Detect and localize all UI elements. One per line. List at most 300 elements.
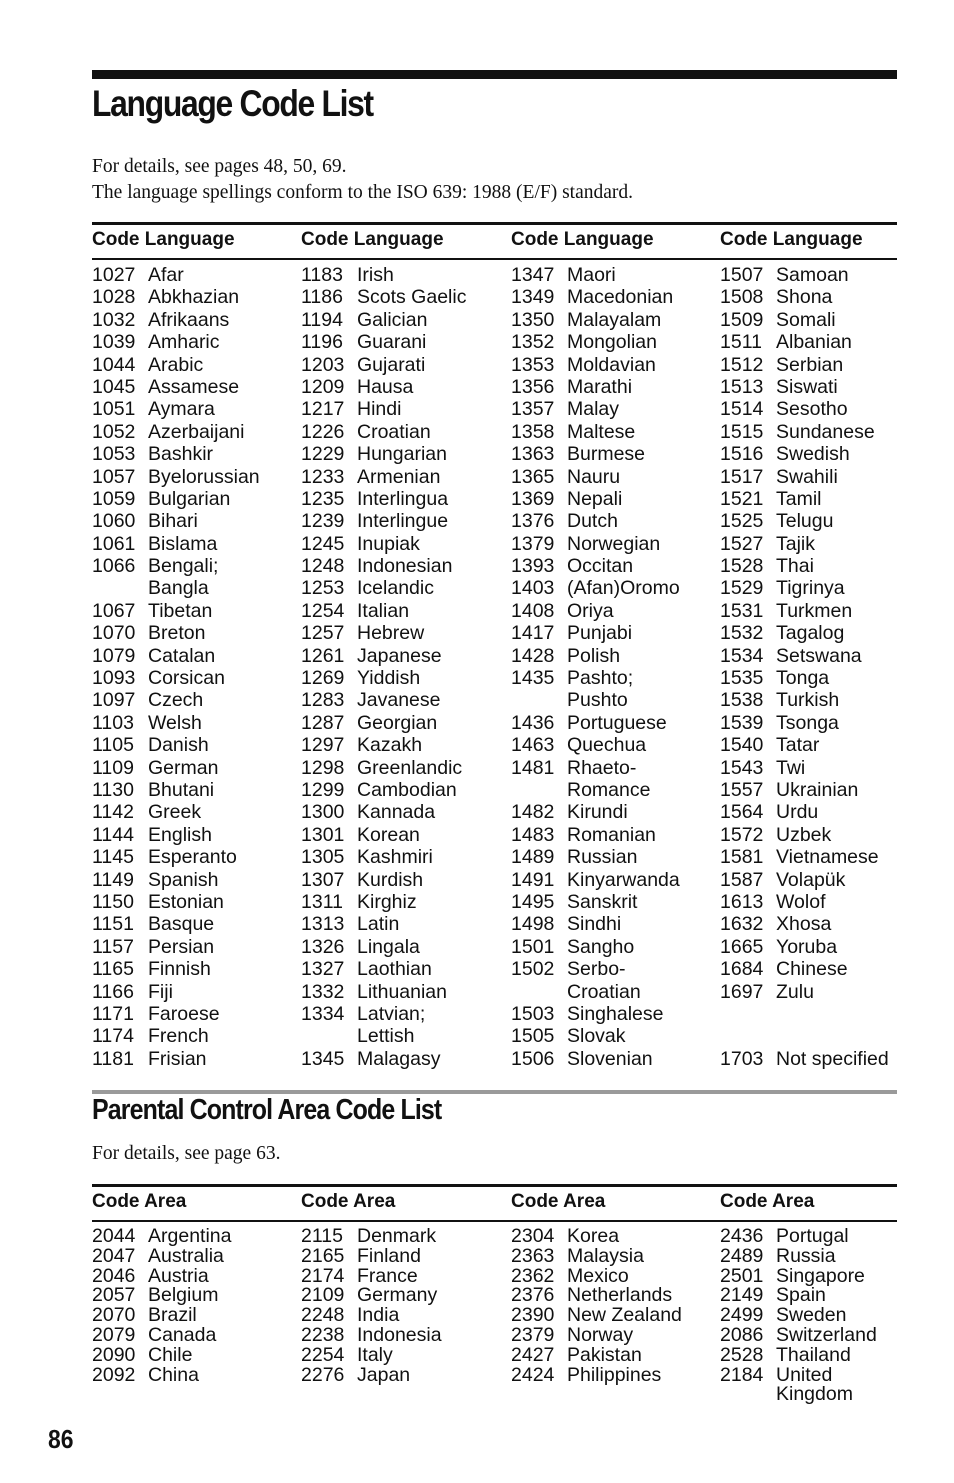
language-row: [720, 1025, 900, 1047]
area-name: Canada: [148, 1323, 217, 1346]
language-name: Tagalog: [776, 622, 845, 645]
language-name: Tsonga: [776, 711, 839, 734]
language-column-1: [92, 264, 272, 1070]
language-row: [511, 689, 691, 711]
area-row: [301, 1227, 481, 1247]
language-code: 1194: [301, 308, 343, 331]
language-code: 1261: [301, 644, 345, 667]
language-code: 1028: [92, 286, 136, 309]
language-name: Slovenian: [567, 1047, 653, 1070]
language-code: 1150: [92, 890, 134, 913]
language-name: Scots Gaelic: [357, 286, 467, 309]
language-name: Tatar: [776, 734, 820, 757]
language-row: [511, 600, 691, 622]
language-row: [92, 1048, 272, 1070]
language-row: [720, 421, 900, 443]
area-name: Brazil: [148, 1304, 197, 1327]
language-header-code: Code: [92, 229, 140, 250]
area-row: [511, 1343, 691, 1366]
language-name: Romanian: [567, 823, 656, 846]
language-code: 1463: [511, 734, 555, 757]
language-column-4: [720, 264, 900, 1070]
language-row: [511, 645, 691, 667]
area-column-4: [720, 1227, 900, 1405]
area-code: 2528: [720, 1343, 764, 1366]
language-code: 1564: [720, 801, 764, 824]
language-code: 1130: [92, 778, 134, 801]
language-name: Greenlandic: [357, 756, 463, 779]
area-name: Russia: [776, 1244, 836, 1267]
language-row: [301, 824, 481, 846]
language-row: [511, 376, 691, 398]
language-column-3: [511, 264, 691, 1070]
language-name: Burmese: [567, 443, 646, 466]
language-code: 1142: [92, 801, 134, 824]
language-name: Interlingua: [357, 487, 449, 510]
language-row: [92, 981, 272, 1003]
language-section-title: Language Code List: [92, 83, 373, 124]
language-code: 1503: [511, 1002, 555, 1025]
language-name: Estonian: [148, 890, 224, 913]
language-name: Lithuanian: [357, 980, 447, 1003]
language-name: Malagasy: [357, 1047, 441, 1070]
language-row: [720, 600, 900, 622]
area-row: [92, 1244, 272, 1267]
language-row: [720, 712, 900, 734]
language-row: [92, 510, 272, 532]
language-row: [511, 331, 691, 353]
language-name: Portuguese: [567, 711, 667, 734]
language-code: 1349: [511, 286, 555, 309]
language-name: Uzbek: [776, 823, 832, 846]
language-row: [511, 555, 691, 577]
language-code: 1305: [301, 846, 345, 869]
language-code: 1515: [720, 420, 764, 443]
language-row: [92, 309, 272, 331]
area-code: 2363: [511, 1244, 555, 1267]
area-column-1: [92, 1227, 272, 1385]
language-code: 1356: [511, 375, 555, 398]
language-code: 1512: [720, 353, 764, 376]
language-row: [92, 936, 272, 958]
language-row: [301, 1025, 481, 1047]
language-name: Arabic: [148, 353, 204, 376]
language-row: [92, 488, 272, 510]
language-code: 1235: [301, 487, 345, 510]
language-code: 1145: [92, 846, 134, 869]
language-row: [301, 264, 481, 286]
language-name: Latin: [357, 913, 400, 936]
language-name: Finnish: [148, 958, 211, 981]
area-code: 2276: [301, 1363, 345, 1386]
language-name: Moldavian: [567, 353, 656, 376]
language-name: Dutch: [567, 510, 618, 533]
language-name: Spanish: [148, 868, 219, 891]
language-code: 1508: [720, 286, 764, 309]
language-name: Yoruba: [776, 935, 838, 958]
area-header-col-2: [301, 1191, 395, 1213]
language-row: [301, 533, 481, 555]
language-code: 1516: [720, 443, 764, 466]
area-header-name: Area: [558, 1191, 606, 1212]
area-row: [301, 1306, 481, 1326]
language-row: [301, 667, 481, 689]
language-row: [511, 936, 691, 958]
language-code: 1495: [511, 890, 555, 913]
language-row: [511, 981, 691, 1003]
area-code: 2248: [301, 1304, 345, 1327]
area-header-name: Area: [348, 1191, 396, 1212]
language-code: 1105: [92, 734, 134, 757]
language-code: 1039: [92, 331, 136, 354]
language-row: [511, 1048, 691, 1070]
language-row: [301, 577, 481, 599]
area-code: 2362: [511, 1264, 555, 1287]
language-name: Tigrinya: [776, 577, 845, 600]
language-row: [92, 622, 272, 644]
language-name: Polish: [567, 644, 621, 667]
language-code: 1079: [92, 644, 136, 667]
language-name: Greek: [148, 801, 202, 824]
area-code: 2436: [720, 1225, 764, 1247]
area-name: Switzerland: [776, 1323, 877, 1346]
area-code: 2047: [92, 1244, 136, 1267]
language-code: 1166: [92, 980, 134, 1003]
language-name: Twi: [776, 756, 806, 779]
language-name: Afrikaans: [148, 308, 230, 331]
area-code: 2427: [511, 1343, 555, 1366]
area-code: 2165: [301, 1244, 345, 1267]
language-name: Faroese: [148, 1002, 220, 1025]
language-code: 1511: [720, 331, 762, 354]
language-code: 1061: [92, 532, 136, 555]
area-table-top-rule: [92, 1184, 897, 1187]
language-code: 1174: [92, 1025, 134, 1048]
language-name: Assamese: [148, 375, 240, 398]
language-name: Sesotho: [776, 398, 848, 421]
language-code: 1587: [720, 868, 764, 891]
language-row: [92, 824, 272, 846]
language-header-code: Code: [511, 229, 559, 250]
language-code: 1665: [720, 935, 764, 958]
language-row: [92, 891, 272, 913]
area-name: France: [357, 1264, 418, 1287]
language-code: 1498: [511, 913, 555, 936]
language-name: Catalan: [148, 644, 216, 667]
language-row: [511, 354, 691, 376]
language-row: [301, 958, 481, 980]
area-row: [301, 1343, 481, 1366]
language-code: 1531: [720, 599, 764, 622]
language-code: 1217: [301, 398, 345, 421]
area-header-col-4: [720, 1191, 814, 1213]
language-row: [92, 600, 272, 622]
language-code: 1298: [301, 756, 345, 779]
language-row: [720, 689, 900, 711]
language-name: Persian: [148, 935, 215, 958]
language-row: [511, 1025, 691, 1047]
language-row: [720, 846, 900, 868]
language-code: 1514: [720, 398, 764, 421]
language-row: [92, 958, 272, 980]
area-code: 2046: [92, 1264, 136, 1287]
language-row: [511, 779, 691, 801]
area-row: [92, 1363, 272, 1386]
language-name: English: [148, 823, 212, 846]
language-code: 1297: [301, 734, 345, 757]
area-column-2: [301, 1227, 481, 1385]
language-code: 1287: [301, 711, 345, 734]
language-row: [92, 354, 272, 376]
area-name: Portugal: [776, 1225, 849, 1247]
language-name: Welsh: [148, 711, 202, 734]
area-name: New Zealand: [567, 1304, 682, 1327]
language-code: 1352: [511, 331, 555, 354]
language-code: 1527: [720, 532, 764, 555]
area-name: Indonesia: [357, 1323, 442, 1346]
language-code: 1365: [511, 465, 555, 488]
language-row: [511, 421, 691, 443]
language-row: [92, 801, 272, 823]
area-code: 2390: [511, 1304, 555, 1327]
area-code: 2174: [301, 1264, 345, 1287]
language-row: [720, 667, 900, 689]
language-name: Icelandic: [357, 577, 434, 600]
language-row: [720, 913, 900, 935]
language-row: [720, 981, 900, 1003]
area-name: Belgium: [148, 1284, 219, 1307]
area-name: Sweden: [776, 1304, 847, 1327]
language-code: 1557: [720, 778, 764, 801]
language-row: [720, 264, 900, 286]
language-row: [301, 779, 481, 801]
language-row: [92, 421, 272, 443]
language-name: Kinyarwanda: [567, 868, 680, 891]
language-row: [511, 398, 691, 420]
language-code: 1513: [720, 375, 764, 398]
language-row: [511, 533, 691, 555]
language-name: Danish: [148, 734, 209, 757]
area-row: [92, 1306, 272, 1326]
language-name: Bulgarian: [148, 487, 231, 510]
language-row: [720, 1003, 900, 1025]
area-code: 2115: [301, 1225, 343, 1247]
language-header-name: Language: [558, 229, 654, 250]
language-name: Kurdish: [357, 868, 424, 891]
language-name: Bislama: [148, 532, 218, 555]
language-row: [92, 645, 272, 667]
area-header-name: Area: [767, 1191, 815, 1212]
area-name: Argentina: [148, 1225, 232, 1247]
area-code: 2238: [301, 1323, 345, 1346]
language-code: 1181: [92, 1047, 134, 1070]
language-row: [92, 466, 272, 488]
area-row: [511, 1363, 691, 1386]
language-name: Pashto;: [567, 667, 634, 690]
language-name: Afar: [148, 264, 184, 286]
language-name: Bangla: [148, 577, 209, 600]
language-row: [511, 846, 691, 868]
area-name: Spain: [776, 1284, 826, 1307]
language-name: Setswana: [776, 644, 862, 667]
language-row: [511, 466, 691, 488]
language-row: [92, 779, 272, 801]
area-row: [511, 1244, 691, 1267]
language-row: [720, 958, 900, 980]
area-name: Chile: [148, 1343, 193, 1366]
area-intro: For details, see page 63.: [92, 1143, 281, 1164]
language-name: Punjabi: [567, 622, 633, 645]
language-name: Esperanto: [148, 846, 237, 869]
language-header-col-4: [720, 229, 863, 251]
area-code: 2254: [301, 1343, 345, 1366]
area-row: [720, 1227, 900, 1247]
language-code: 1300: [301, 801, 345, 824]
language-row: [720, 398, 900, 420]
area-row: [301, 1244, 481, 1267]
area-row: [720, 1343, 900, 1366]
language-code: 1165: [92, 958, 134, 981]
language-code: 1505: [511, 1025, 555, 1048]
language-name: Korean: [357, 823, 420, 846]
language-code: 1186: [301, 286, 343, 309]
language-row: [301, 936, 481, 958]
language-code: 1517: [720, 465, 764, 488]
language-row: [511, 1003, 691, 1025]
language-name: Bengali;: [148, 555, 219, 578]
language-row: [720, 555, 900, 577]
language-code: 1051: [92, 398, 136, 421]
page-number: 86: [48, 1424, 74, 1454]
language-row: [301, 689, 481, 711]
language-row: [301, 757, 481, 779]
area-row: [720, 1244, 900, 1267]
language-name: Albanian: [776, 331, 852, 354]
language-row: [511, 667, 691, 689]
language-name: Slovak: [567, 1025, 626, 1048]
language-name: Kirundi: [567, 801, 628, 824]
language-row: [511, 913, 691, 935]
language-code: 1379: [511, 532, 555, 555]
area-name: Singapore: [776, 1264, 865, 1287]
language-name: Xhosa: [776, 913, 832, 936]
language-code: 1417: [511, 622, 555, 645]
language-row: [301, 354, 481, 376]
language-row: [301, 331, 481, 353]
language-code: 1353: [511, 353, 555, 376]
language-code: 1376: [511, 510, 555, 533]
language-name: Wolof: [776, 890, 826, 913]
language-header-col-1: [92, 229, 235, 251]
language-name: Sanskrit: [567, 890, 638, 913]
language-code: 1491: [511, 868, 555, 891]
language-row: [92, 689, 272, 711]
language-name: Czech: [148, 689, 204, 712]
language-row: [720, 891, 900, 913]
language-header-rule: [92, 258, 897, 260]
language-code: 1057: [92, 465, 136, 488]
language-name: Hungarian: [357, 443, 447, 466]
language-name: Kashmiri: [357, 846, 433, 869]
area-row: [92, 1227, 272, 1247]
area-name: Finland: [357, 1244, 421, 1267]
language-code: 1229: [301, 443, 345, 466]
language-row: [92, 398, 272, 420]
language-column-2: [301, 264, 481, 1070]
language-code: 1257: [301, 622, 345, 645]
language-code: 1233: [301, 465, 345, 488]
area-name: Kingdom: [776, 1383, 853, 1406]
language-code: 1109: [92, 756, 134, 779]
language-name: Tibetan: [148, 599, 213, 622]
language-row: [720, 309, 900, 331]
language-code: 1528: [720, 555, 764, 578]
language-row: [720, 354, 900, 376]
language-row: [301, 398, 481, 420]
language-row: [92, 913, 272, 935]
language-code: 1613: [720, 890, 764, 913]
language-name: Rhaeto-: [567, 756, 637, 779]
language-code: 1703: [720, 1047, 764, 1070]
language-name: Armenian: [357, 465, 441, 488]
language-code: 1283: [301, 689, 345, 712]
language-name: Maori: [567, 264, 616, 286]
language-row: [511, 577, 691, 599]
language-header-code: Code: [301, 229, 349, 250]
language-name: Bihari: [148, 510, 198, 533]
language-name: Interlingue: [357, 510, 449, 533]
language-name: Georgian: [357, 711, 438, 734]
language-name: Kazakh: [357, 734, 423, 757]
language-code: 1044: [92, 353, 136, 376]
language-row: [511, 869, 691, 891]
language-row: [720, 936, 900, 958]
language-name: Occitan: [567, 555, 634, 578]
language-row: [92, 264, 272, 286]
language-code: 1509: [720, 308, 764, 331]
language-code: 1540: [720, 734, 764, 757]
language-row: [720, 510, 900, 532]
language-code: 1097: [92, 689, 136, 712]
language-row: [301, 981, 481, 1003]
language-code: 1226: [301, 420, 345, 443]
language-row: [720, 869, 900, 891]
language-header-name: Language: [139, 229, 235, 250]
language-header-col-2: [301, 229, 444, 251]
language-name: Maltese: [567, 420, 636, 443]
language-row: [720, 645, 900, 667]
area-name: China: [148, 1363, 199, 1386]
language-code: 1697: [720, 980, 764, 1003]
language-code: 1157: [92, 935, 134, 958]
language-code: 1032: [92, 308, 136, 331]
area-header-code: Code: [720, 1191, 768, 1212]
language-row: [92, 443, 272, 465]
language-row: [301, 1003, 481, 1025]
language-name: Guarani: [357, 331, 427, 354]
language-code: 1269: [301, 667, 345, 690]
area-name: Philippines: [567, 1363, 662, 1386]
area-code: 2070: [92, 1304, 136, 1327]
area-header-code: Code: [301, 1191, 349, 1212]
area-header-rule: [92, 1220, 897, 1222]
language-row: [301, 309, 481, 331]
language-code: 1053: [92, 443, 136, 466]
language-code: 1307: [301, 868, 345, 891]
language-row: [511, 510, 691, 532]
language-name: Mongolian: [567, 331, 657, 354]
language-row: [511, 286, 691, 308]
